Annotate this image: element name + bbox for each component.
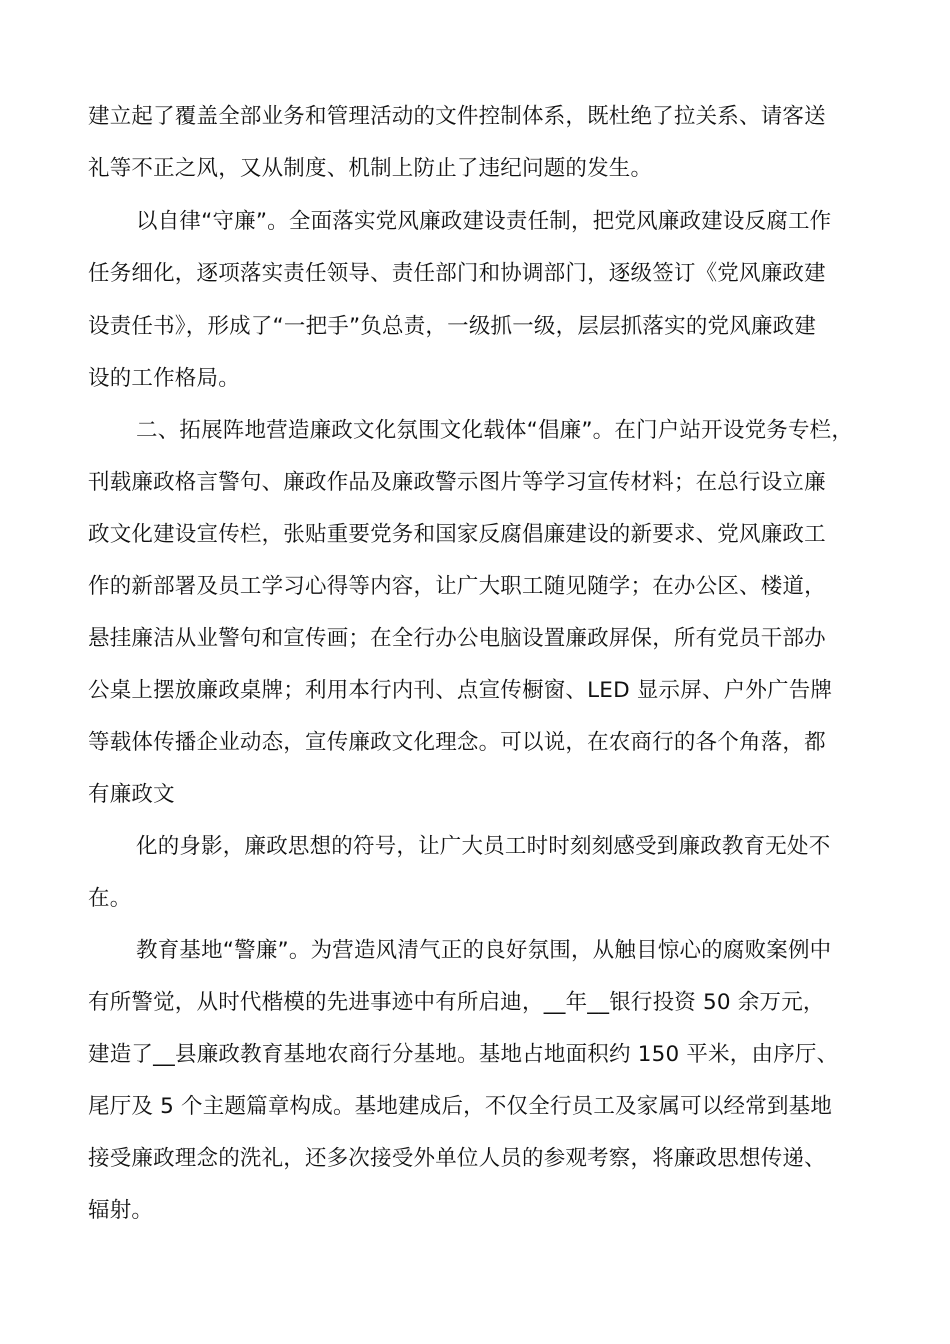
text-line: 等载体传播企业动态，宣传廉政文化理念。可以说，在农商行的各个角落，都 bbox=[88, 730, 826, 755]
text-line: 建造了__县廉政教育基地农商行分基地。基地占地面积约 150 平米，由序厅、 bbox=[88, 1042, 839, 1067]
text-line: 刊载廉政格言警句、廉政作品及廉政警示图片等学习宣传材料；在总行设立廉 bbox=[88, 470, 826, 495]
text-line: 设的工作格局。 bbox=[88, 366, 240, 391]
text-line: 任务细化，逐项落实责任领导、责任部门和协调部门，逐级签订《党风廉政建 bbox=[88, 261, 826, 286]
text-line: 政文化建设宣传栏，张贴重要党务和国家反腐倡廉建设的新要求、党风廉政工 bbox=[88, 522, 826, 547]
paragraph-first-line: 教育基地“警廉”。为营造风清气正的良好氛围，从触目惊心的腐败案例中 bbox=[136, 938, 832, 963]
paragraph-first-line: 以自律“守廉”。全面落实党风廉政建设责任制，把党风廉政建设反腐工作 bbox=[136, 209, 832, 234]
text-line: 悬挂廉洁从业警句和宣传画；在全行办公电脑设置廉政屏保，所有党员干部办 bbox=[88, 626, 826, 651]
text-line: 作的新部署及员工学习心得等内容，让广大职工随见随学；在办公区、楼道， bbox=[88, 574, 826, 599]
text-line: 设责任书》，形成了“一把手”负总责，一级抓一级，层层抓落实的党风廉政建 bbox=[88, 314, 817, 339]
paragraph-first-line: 化的身影，廉政思想的符号，让广大员工时时刻刻感受到廉政教育无处不 bbox=[136, 834, 831, 859]
text-line: 在。 bbox=[88, 886, 132, 911]
text-line: 公桌上摆放廉政桌牌；利用本行内刊、点宣传橱窗、LED 显示屏、户外广告牌 bbox=[88, 678, 833, 703]
text-line: 接受廉政理念的洗礼，还多次接受外单位人员的参观考察，将廉政思想传递、 bbox=[88, 1146, 826, 1171]
text-line: 礼等不正之风，又从制度、机制上防止了违纪问题的发生。 bbox=[88, 156, 653, 181]
text-line: 建立起了覆盖全部业务和管理活动的文件控制体系，既杜绝了拉关系、请客送 bbox=[88, 104, 826, 129]
text-line: 尾厅及 5 个主题篇章构成。基地建成后，不仅全行员工及家属可以经常到基地 bbox=[88, 1094, 833, 1119]
text-line: 有廉政文 bbox=[88, 782, 175, 807]
text-line: 有所警觉，从时代楷模的先进事迹中有所启迪，__年__银行投资 50 余万元， bbox=[88, 990, 825, 1015]
text-line: 辐射。 bbox=[88, 1198, 154, 1223]
paragraph-first-line: 二、拓展阵地营造廉政文化氛围文化载体“倡廉”。在门户站开设党务专栏， bbox=[136, 418, 854, 443]
